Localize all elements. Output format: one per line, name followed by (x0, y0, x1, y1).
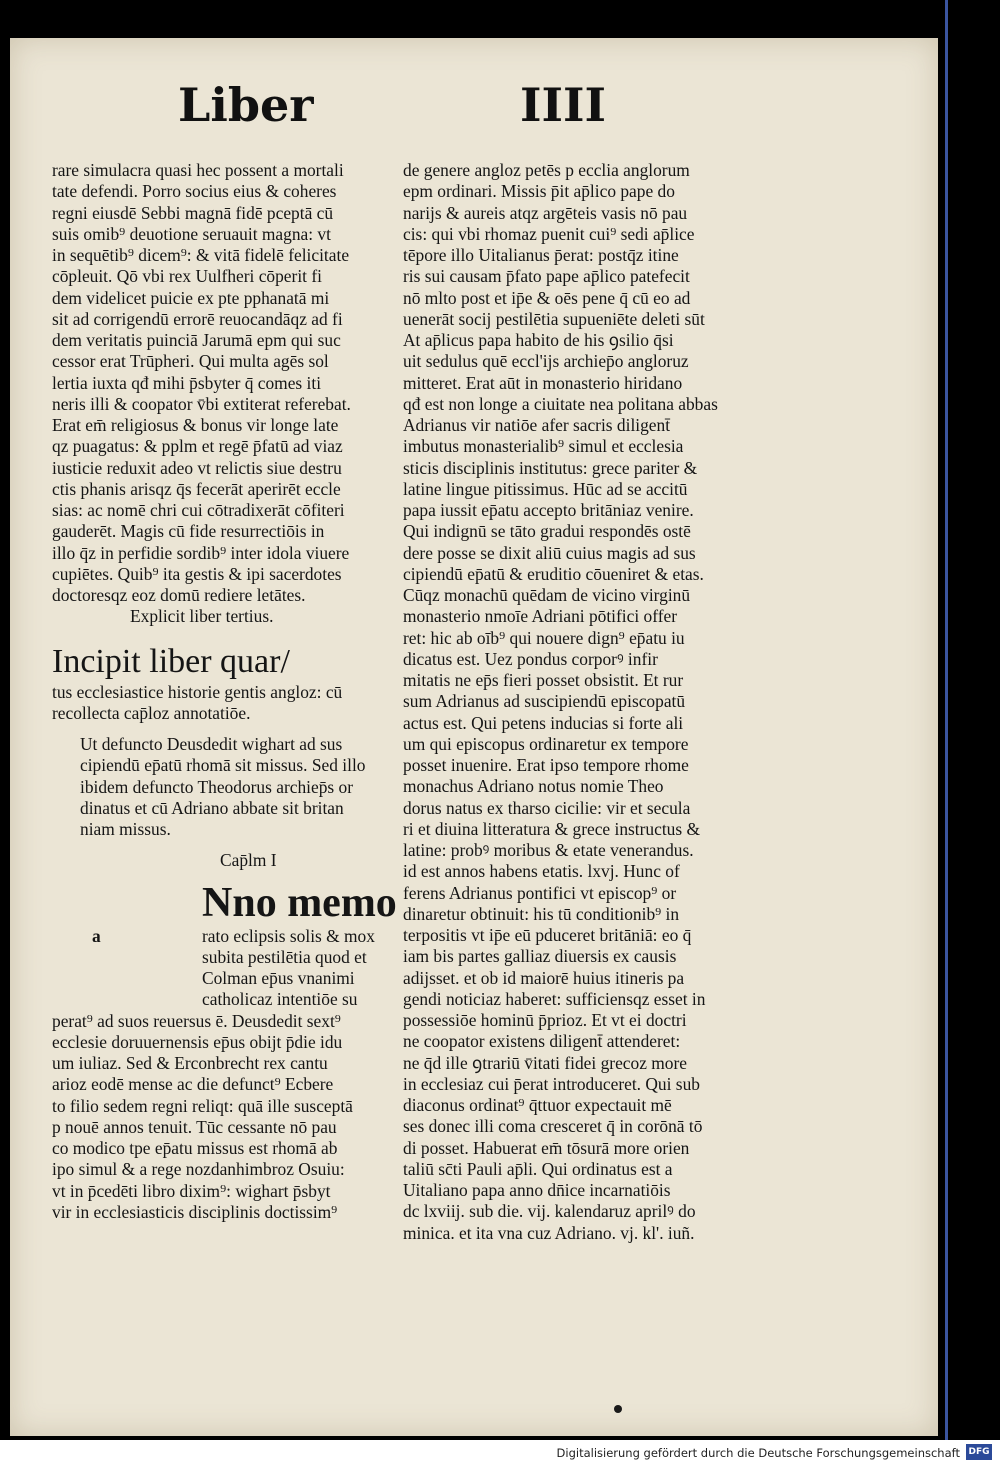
text-line: arioz eodē mense ac die defunct⁹ Ecbere (52, 1074, 334, 1095)
text-line: in sequētib⁹ dicem⁹: & vitā fidelē felicitate (52, 245, 350, 265)
scan-edge-line (945, 0, 948, 1440)
text-line: Erat em̄ religiosus & bonus vir longe late (52, 415, 339, 435)
text-line: ferens Adrianus pontifici vt episcop⁹ or (403, 882, 677, 903)
explicit-line: Explicit liber tertius. (130, 606, 274, 627)
text-line: dicatus est. Uez pondus corporꝰ infir (403, 648, 658, 669)
text-line: imbutus monasterialib⁹ simul et ecclesia (403, 436, 684, 457)
text-line: Colman ep̄us vnanimi (202, 968, 355, 988)
text-line: terpositis vt ip̄e eū pduceret britāniā: eo q̄ (403, 925, 692, 945)
text-line: tate defendi. Porro socius eius & coheres (52, 181, 337, 202)
text-line: dem videlicet puicie ex pte pphanatā mi (52, 287, 330, 308)
text-line: ibidem defuncto Theodorus archiep̄s or (80, 776, 354, 797)
dfg-logo: DFG (966, 1444, 992, 1460)
text-line: Qui indignū se tāto gradui respondēs ostē (403, 521, 691, 542)
incipit-continuation (52, 682, 378, 725)
text-line: cis: qui vbi rhomaz puenit cui⁹ sedi ap̄lice (403, 223, 695, 244)
text-line: monachus Adriano notus nomie Theo (403, 776, 664, 797)
right-column (403, 160, 740, 1244)
text-line: papa iussit ep̄atu accepto britāniaz venire. (403, 500, 694, 520)
guide-letter: a (92, 925, 101, 946)
text-line: mitatis ne ep̄s fieri posset obsistit. Et rur (403, 670, 684, 690)
text-line: dorus natus ex tharso cicilie: vir et secula (403, 797, 691, 818)
text-line: sticis disciplinis institutus: grece pariter & (403, 457, 698, 478)
right-text-block (403, 160, 740, 1244)
incipit-heading: Incipit liber quar/ (52, 642, 290, 680)
text-line: nō mlto post et ip̄e & oēs pene q̄ cū eo ad (403, 287, 691, 308)
text-line: um qui episcopus ordinaretur ex tempore (403, 733, 689, 754)
left-column (52, 160, 397, 1223)
text-line: epm ordinari. Missis p̄it ap̄lico pape do (403, 181, 675, 202)
text-line: rato eclipsis solis & mox (202, 925, 375, 946)
text-line: dere posse se dixit aliū cuius magis ad sus (403, 542, 696, 563)
text-line: monasterio nmoīe Adriani pōtifici offer (403, 606, 677, 627)
text-line: possessiōe hominū p̄prioz. Et vt ei doctri (403, 1010, 687, 1030)
text-line: cipiendū ep̄atū & eruditio cōueniret & etas. (403, 563, 704, 584)
text-line: mitteret. Erat aūt in monasterio hiridano (403, 372, 683, 393)
text-line: ne q̄d ille ꝯtrariū v̄itati fidei grecoz more (403, 1052, 688, 1073)
text-line: p nouē annos tenuit. Tūc cessante nō pau (52, 1116, 337, 1137)
text-line: diaconus ordinat⁹ q̄ttuor expectauit mē (403, 1095, 672, 1115)
initial-block (52, 926, 378, 1011)
text-line: catholicaz intentiōe su (202, 989, 358, 1010)
running-head-folio: IIII (520, 78, 607, 132)
footer-bar (0, 1440, 1000, 1466)
text-line: cupiētes. Quib⁹ ita gestis & ipi sacerdotes (52, 563, 342, 584)
display-initial-line: Nno memo (202, 879, 397, 926)
text-line: ipo simul & a rege nozdanhimbroz Osuiu: (52, 1159, 345, 1180)
text-line: to filio sedem regni reliqt: quā ille susceptā (52, 1095, 353, 1116)
text-line: subita pestilētia quod et (202, 946, 367, 967)
ink-spot (614, 1405, 622, 1413)
text-line: ret: hic ab oīb⁹ qui nouere dign⁹ ep̄atu iu (403, 627, 685, 648)
chapter-heading: Cap̄lm I (220, 850, 277, 871)
chapter-summary (52, 734, 378, 840)
text-line: rare simulacra quasi hec possent a mortali (52, 160, 344, 180)
text-line: dinaretur obtinuit: his tū conditionib⁹ in (403, 903, 680, 924)
text-line: de genere angloz petēs p ecclia anglorum (403, 160, 690, 180)
text-line: neris illi & coopator v̄bi extiterat referebat. (52, 393, 351, 414)
text-line: co modico tpe ep̄atu missus est rhomā ab (52, 1138, 338, 1158)
footer-credit: Digitalisierung gefördert durch die Deutsche Forschungsgemeinschaft (556, 1446, 960, 1460)
text-line: tēpore illo Uitalianus p̄erat: postq̄z itine (403, 245, 679, 265)
text-line: gendi noticiaz haberet: sufficiensqz esset in (403, 988, 706, 1009)
text-line: lertia iuxta qđ mihi p̄sbyter q̄ comes iti (52, 372, 322, 393)
text-line: At ap̄licus papa habito de his ꝯsilio q̄si (403, 330, 674, 350)
text-line: dinatus et cū Adriano abbate sit britan (80, 797, 344, 818)
text-line: iam bis partes galliaz diuersis ex causis (403, 946, 677, 967)
text-line: sum Adrianus ad suscipiendū episcopatū (403, 691, 686, 712)
text-line: illo q̄z in perfidie sordib⁹ inter idola viuere (52, 542, 350, 563)
text-line: ses donec illi coma cresceret q̄ in corōnā tō (403, 1116, 703, 1137)
text-line: ri et diuina litteratura & grece instructus & (403, 818, 700, 839)
text-line: di posset. Habuerat em̄ tōsurā more orien (403, 1137, 690, 1158)
text-line: tus ecclesiastice historie gentis angloz: cū (52, 681, 343, 702)
text-line: sias: ac nomē chri cui cōtradixerāt cōfiteri (52, 500, 345, 520)
text-line: Cūqz monachū quēdam de vicino virginū (403, 585, 691, 605)
text-line: ris sui causam p̄fato pape ap̄lico patefecit (403, 266, 690, 287)
text-line: cessor erat Trūpheri. Qui multa agēs sol (52, 351, 329, 372)
left-text-block-b (52, 1011, 378, 1224)
text-line: sit ad corrigendū errorē reuocandāqz ad fi (52, 308, 343, 329)
text-line: doctoresqz eoz domū rediere letātes. (52, 585, 306, 605)
text-line: suis omib⁹ deuotione seruauit magna: vt (52, 223, 331, 244)
initial-lines (202, 926, 375, 1011)
text-line: in ecclesiaz cui p̄erat introduceret. Qui sub (403, 1073, 700, 1094)
text-line: niam missus. (80, 819, 171, 839)
running-head-left: Liber (178, 78, 314, 132)
text-line: vt in p̄cedēti libro dixim⁹: wighart p̄sbyt (52, 1180, 331, 1201)
text-line: Ut defuncto Deusdedit wighart ad sus (80, 734, 343, 754)
text-line: narijs & aureis atqz argēteis vasis nō pau (403, 202, 688, 223)
text-line: uit sedulus quē eccl'ijs archiep̄o angloruz (403, 351, 689, 372)
text-line: iusticie reduxit adeo vt relictis siue destru (52, 457, 342, 478)
text-line: qđ est non longe a ciuitate nea politana abbas (403, 393, 718, 414)
text-line: qz puagatus: & pplm et regē p̄fatū ad viaz (52, 436, 343, 457)
text-line: ecclesie doruuernensis ep̄us obijt p̄die idu (52, 1031, 343, 1052)
text-line: regni eiusdē Sebbi magnā fidē pceptā cū (52, 202, 334, 223)
text-line: ne coopator existens diligent̄ attenderet: (403, 1031, 681, 1052)
text-line: perat⁹ ad suos reuersus ē. Deusdedit sext⁹ (52, 1010, 341, 1031)
text-line: recollecta cap̄loz annotatiōe. (52, 702, 251, 723)
text-line: Adrianus vir natiōe afer sacris diligent̄ (403, 415, 671, 435)
text-line: Uitaliano papa anno dn̄ice incarnatiōis (403, 1180, 671, 1200)
text-line: dc lxviij. sub die. vij. kalendaruz aprilꝰ do (403, 1201, 696, 1222)
text-line: ctis phanis arisqz q̄s fecerāt aperirēt eccle (52, 478, 341, 499)
text-line: id est annos habens etatis. lxvj. Hunc of (403, 861, 680, 882)
text-line: um iuliaz. Sed & Erconbrecht rex cantu (52, 1053, 328, 1073)
text-line: cipiendū ep̄atū rhomā sit missus. Sed illo (80, 755, 366, 776)
left-text-block-a (52, 160, 378, 606)
text-line: vir in ecclesiasticis disciplinis doctissim⁹ (52, 1201, 338, 1222)
text-line: gauderēt. Magis cū fide resurrectiōis in (52, 521, 325, 542)
text-line: uenerāt socij pestilētia supueniēte deleti sūt (403, 308, 705, 329)
text-line: actus est. Qui petens inducias si forte ali (403, 712, 684, 733)
text-line: taliū sc̄ti Pauli ap̄li. Qui ordinatus est a (403, 1158, 673, 1179)
text-line: posset inuenire. Erat ipso tempore rhome (403, 755, 689, 775)
text-line: dem veritatis puinciā Jarumā epm qui suc (52, 330, 341, 350)
text-line: latine: probꝰ moribus & etate venerandus. (403, 840, 694, 860)
text-line: minica. et ita vna cuz Adriano. vj. kl'. iuñ. (403, 1222, 695, 1243)
text-line: latine lingue pitissimus. Hūc ad se accitū (403, 478, 688, 499)
text-line: adijsset. et ob id maiorē huius itineris pa (403, 967, 685, 988)
text-line: cōpleuit. Qō vbi rex Uulfheri cōperit fi (52, 266, 322, 287)
